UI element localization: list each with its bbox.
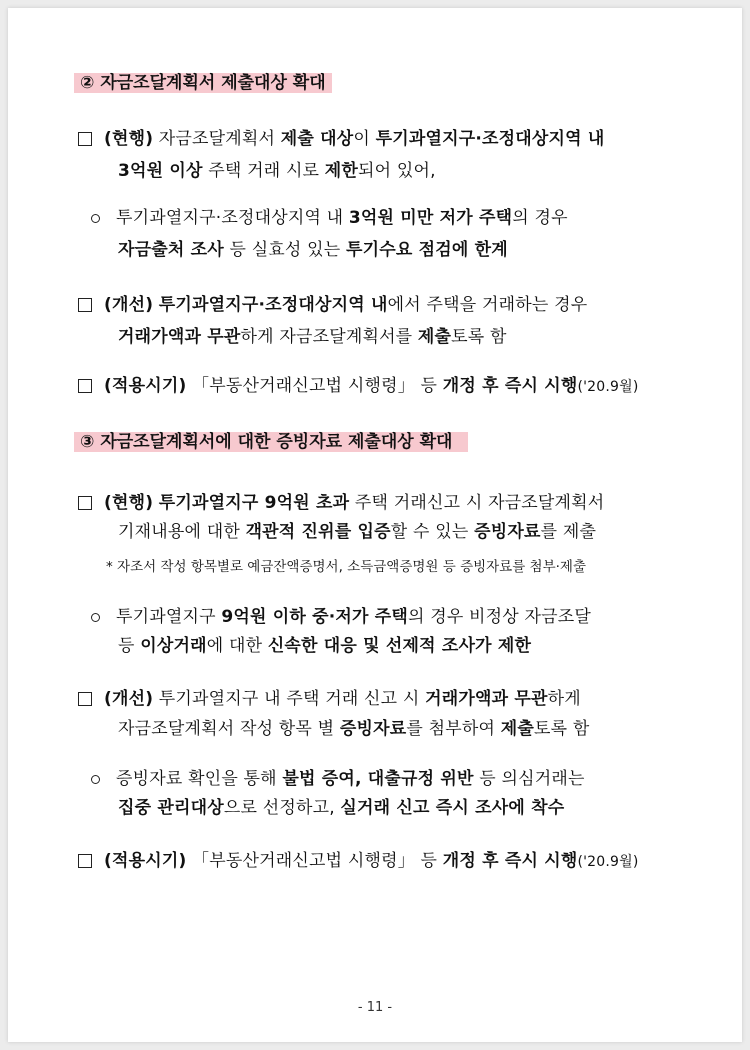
- bullet-line1: [116, 768, 585, 790]
- bold-text: 제출: [500, 719, 534, 739]
- section-number: ②: [80, 73, 95, 93]
- text: 의 경우 비정상 자금조달: [407, 607, 592, 627]
- text: 기재내용에 대한: [118, 522, 246, 542]
- text: 되어 있어,: [358, 161, 436, 181]
- circle-bullet-icon: [91, 775, 100, 784]
- heading-highlight: [74, 432, 468, 452]
- circle-bullet-icon: [91, 613, 100, 622]
- text: 토록 함: [533, 719, 590, 739]
- text: ('20.9월): [577, 854, 639, 870]
- item-improve-line1: [104, 294, 587, 316]
- bold-text: 투기과열지구 9억원 초과: [158, 493, 350, 513]
- checkbox-square-icon: [78, 496, 92, 510]
- text: 에서 주택을 거래하는 경우: [387, 295, 588, 315]
- section-title: 자금조달계획서에 대한 증빙자료 제출대상 확대: [100, 432, 453, 452]
- bold-text: 증빙자료: [474, 522, 541, 542]
- text: 으로 선정하고,: [223, 798, 341, 818]
- section-heading-3: [74, 431, 468, 453]
- checkbox-square-icon: [78, 298, 92, 312]
- item-label: (개선): [104, 295, 154, 315]
- text: ('20.9월): [577, 379, 639, 395]
- item-schedule-line1: [104, 375, 639, 398]
- text: 「부동산거래신고법 시행령」 등: [192, 851, 443, 871]
- item-improve-line2: [118, 718, 589, 740]
- checkbox-square-icon: [78, 132, 92, 146]
- text: 등: [118, 636, 141, 656]
- text: 에 대한: [206, 636, 268, 656]
- bold-text: 제출: [417, 327, 452, 347]
- text: 자금조달계획서: [158, 129, 281, 149]
- bullet-line1: [116, 606, 591, 628]
- text: 등 실효성 있는: [223, 240, 347, 260]
- page-number: - 11 -: [357, 1000, 393, 1015]
- text: 투기과열지구: [116, 607, 222, 627]
- section-number: ③: [80, 432, 95, 452]
- text: 의 경우: [512, 208, 568, 228]
- bold-text: 3억원 미만 저가 주택: [348, 208, 513, 228]
- text: 를 제출: [540, 522, 597, 542]
- bold-text: 9억원 이하 중·저가 주택: [221, 607, 408, 627]
- bold-text: 불법 증여, 대출규정 위반: [282, 769, 474, 789]
- item-label: (적용시기): [104, 376, 187, 396]
- bold-text: 증빙자료: [339, 719, 407, 739]
- bullet-line2: [118, 635, 531, 657]
- bold-text: 객관적 진위를 입증: [245, 522, 391, 542]
- item-label: (개선): [104, 689, 154, 709]
- bold-text: 신속한 대응 및 선제적 조사가 제한: [267, 636, 532, 656]
- circle-bullet-icon: [91, 214, 100, 223]
- bold-text: 3억원 이상: [118, 161, 203, 181]
- bullet-line2: [118, 797, 564, 819]
- checkbox-square-icon: [78, 379, 92, 393]
- bold-text: 투기과열지구·조정대상지역 내: [158, 295, 388, 315]
- text: 투기과열지구 내 주택 거래 신고 시: [158, 689, 426, 709]
- text: 등 의심거래는: [473, 769, 585, 789]
- bold-text: 제출 대상: [280, 129, 354, 149]
- bold-text: 이상거래: [140, 636, 207, 656]
- text: 이: [353, 129, 376, 149]
- bold-text: 개정 후 즉시 시행: [442, 851, 578, 871]
- item-current-line1: [104, 128, 604, 150]
- item-label: (적용시기): [104, 851, 187, 871]
- bold-text: 투기수요 점검에 한계: [346, 240, 508, 260]
- item-schedule-line1: [104, 850, 639, 873]
- item-current-line2: [118, 521, 596, 543]
- bold-text: 거래가액과 무관: [425, 689, 548, 709]
- section-title: 자금조달계획서 제출대상 확대: [100, 73, 326, 93]
- section-heading-2: [74, 72, 332, 94]
- bullet-line2: [118, 239, 508, 261]
- text: 자금조달계획서 작성 항목 별: [118, 719, 340, 739]
- bold-text: 거래가액과 무관: [118, 327, 241, 347]
- item-current-line2: [118, 160, 436, 182]
- heading-highlight: [74, 73, 332, 93]
- text: 하게 자금조달계획서를: [240, 327, 418, 347]
- bold-text: 실거래 신고 즉시 조사에 착수: [340, 798, 565, 818]
- bold-text: 투기과열지구·조정대상지역 내: [375, 129, 605, 149]
- checkbox-square-icon: [78, 692, 92, 706]
- bold-text: 개정 후 즉시 시행: [442, 376, 578, 396]
- bold-text: 집중 관리대상: [118, 798, 224, 818]
- text: 증빙자료 확인을 통해: [116, 769, 283, 789]
- item-label: (현행): [104, 129, 154, 149]
- item-label: (현행): [104, 493, 154, 513]
- text: 「부동산거래신고법 시행령」 등: [192, 376, 443, 396]
- text: 토록 함: [451, 327, 507, 347]
- text: 주택 거래신고 시 자금조달계획서: [349, 493, 605, 513]
- text: 하게: [547, 689, 581, 709]
- text: 주택 거래 시로: [202, 161, 325, 181]
- checkbox-square-icon: [78, 854, 92, 868]
- item-improve-line1: [104, 688, 581, 710]
- text: 할 수 있는: [390, 522, 475, 542]
- document-page: [8, 8, 742, 1042]
- text: 를 첨부하여: [406, 719, 501, 739]
- bullet-line1: [116, 207, 568, 229]
- footnote: * 자조서 작성 항목별로 예금잔액증명서, 소득금액증명원 등 증빙자료를 첨부·제출: [106, 559, 587, 575]
- text: 투기과열지구·조정대상지역 내: [116, 208, 349, 228]
- item-improve-line2: [118, 326, 507, 348]
- item-current-line1: [104, 492, 604, 514]
- bold-text: 자금출처 조사: [118, 240, 224, 260]
- bold-text: 제한: [324, 161, 359, 181]
